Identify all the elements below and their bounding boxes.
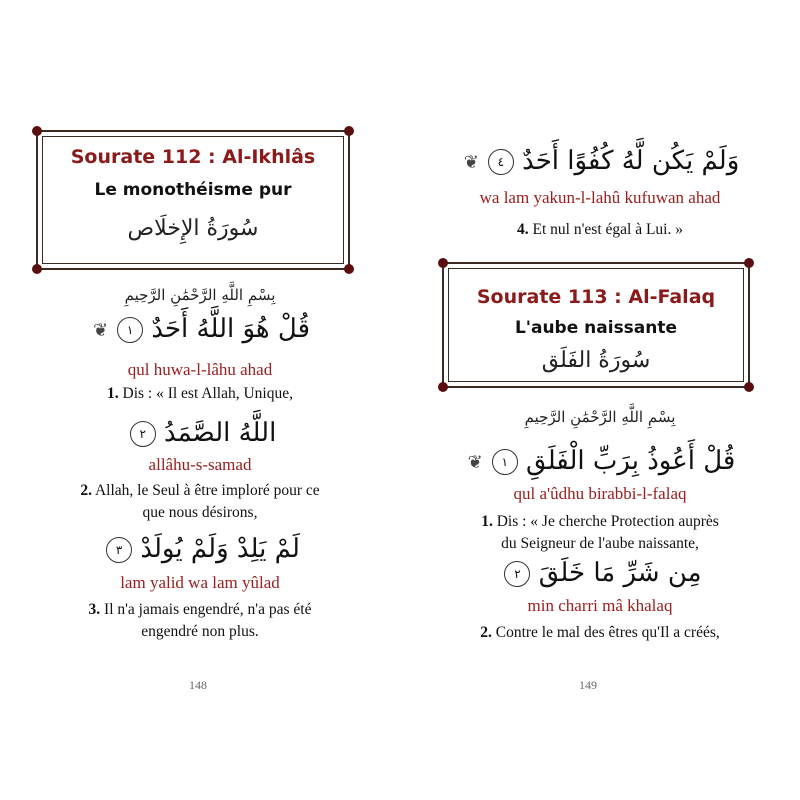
verse-translation-text: Et nul n'est égal à Lui. » [532, 221, 683, 238]
verse-ornament-icon: ❦ [467, 451, 483, 473]
verse-translation-text: engendré non plus. [141, 623, 259, 640]
verse-translation-text: Dis : « Je cherche Protection auprès [496, 513, 719, 530]
verse-transliteration: wa lam yakun-l-lahû kufuwan ahad [479, 188, 721, 207]
basmala: بِسْمِ اللَّهِ الرَّحْمَٰنِ الرَّحِيمِ [124, 286, 276, 304]
corner-ornament-icon [344, 264, 354, 274]
verse-translation-text: que nous désirons, [142, 504, 258, 521]
surah-112-header-frame [36, 130, 350, 270]
verse-arabic [400, 446, 800, 476]
verse-translation-text: Il n'a jamais engendré, n'a pas été [104, 601, 312, 618]
verse-transliteration: qul a'ûdhu birabbi-l-falaq [513, 484, 687, 503]
basmala: بِسْمِ اللَّهِ الرَّحْمَٰنِ الرَّحِيمِ [524, 408, 676, 426]
verse-translation [400, 511, 800, 555]
verse-number-badge: ٤ [488, 149, 514, 175]
surah-arabic-name: سُورَةُ الإِخلَاص [127, 216, 259, 241]
verse-ornament-icon: ❦ [463, 151, 479, 173]
verse-translation [400, 622, 800, 644]
right-page [400, 0, 800, 800]
corner-ornament-icon [438, 258, 448, 268]
verse-number-badge: ٢ [504, 561, 530, 587]
verse-number-label: 4. [517, 221, 529, 238]
verse-translation-text: Dis : « Il est Allah, Unique, [122, 385, 293, 402]
corner-ornament-icon [32, 126, 42, 136]
verse-translation [0, 480, 400, 524]
verse-arabic [0, 418, 400, 448]
verse-transliteration: qul huwa-l-lâhu ahad [127, 360, 273, 379]
verse-number-badge: ٣ [106, 537, 132, 563]
verse-number-label: 1. [481, 513, 493, 530]
verse-arabic-text: اللَّهُ الصَّمَدُ [163, 418, 277, 448]
corner-ornament-icon [744, 382, 754, 392]
verse-arabic-text: مِن شَرِّ مَا خَلَقَ [538, 558, 702, 588]
verse-transliteration: lam yalid wa lam yûlad [120, 573, 280, 592]
verse-arabic-text: قُلْ هُوَ اللَّهُ أَحَدٌ [151, 314, 311, 344]
verse-translation [0, 599, 400, 643]
surah-title: Sourate 112 : Al-Ikhlâs [70, 146, 316, 168]
verse-number-badge: ٢ [130, 421, 156, 447]
surah-arabic-name: سُورَةُ الفَلَق [541, 348, 651, 373]
surah-113-header-frame [442, 262, 750, 388]
verse-arabic [400, 558, 800, 588]
verse-arabic-text: قُلْ أَعُوذُ بِرَبِّ الْفَلَقِ [526, 446, 736, 476]
page-number: 149 [579, 678, 597, 692]
verse-arabic [400, 146, 800, 176]
verse-translation-text: Allah, le Seul à être imploré pour ce [94, 482, 320, 499]
verse-number-label: 2. [80, 482, 92, 499]
verse-number-badge: ١ [492, 449, 518, 475]
verse-number-label: 1. [107, 385, 119, 402]
verse-transliteration: min charri mâ khalaq [527, 596, 673, 615]
verse-number-label: 2. [480, 624, 492, 641]
verse-translation-text: Contre le mal des êtres qu'Il a créés, [495, 624, 720, 641]
corner-ornament-icon [344, 126, 354, 136]
verse-arabic-text: لَمْ يَلِدْ وَلَمْ يُولَدْ [140, 534, 300, 564]
verse-number-badge: ١ [117, 317, 143, 343]
surah-subtitle: L'aube naissante [514, 318, 678, 338]
page-number: 148 [189, 678, 207, 692]
surah-title: Sourate 113 : Al-Falaq [476, 286, 716, 308]
verse-translation-text: du Seigneur de l'aube naissante, [501, 535, 699, 552]
corner-ornament-icon [438, 382, 448, 392]
verse-translation [400, 219, 800, 241]
surah-subtitle: Le monothéisme pur [94, 180, 292, 200]
verse-number-label: 3. [88, 601, 101, 618]
verse-arabic-text: وَلَمْ يَكُن لَّهُ كُفُوًا أَحَدٌ [522, 146, 740, 176]
verse-arabic [0, 314, 400, 344]
verse-transliteration: allâhu-s-samad [148, 455, 252, 474]
verse-arabic [0, 534, 400, 564]
verse-translation [0, 383, 400, 405]
corner-ornament-icon [32, 264, 42, 274]
corner-ornament-icon [744, 258, 754, 268]
verse-ornament-icon: ❦ [92, 319, 109, 341]
